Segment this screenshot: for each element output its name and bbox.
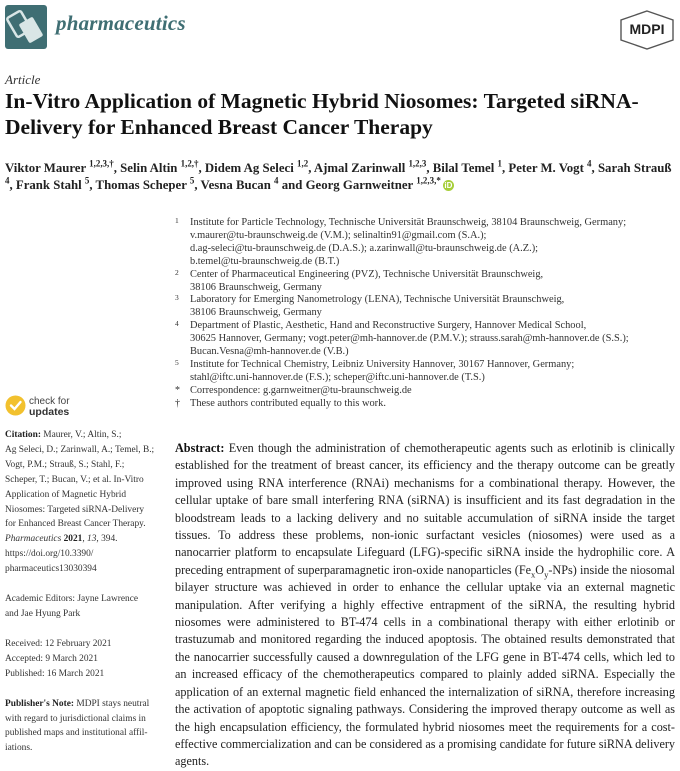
equal-contribution-note-symbol: † (175, 397, 180, 409)
affiliation-line: Center of Pharmaceutical Engineering (PVZ), Technische Universität Braunschweig, (190, 268, 544, 280)
citation-pages: 394. (101, 534, 118, 545)
author-affiliation-marker: 5 (84, 175, 90, 186)
correspondence-symbol: * (175, 384, 180, 396)
affiliation-line: v.maurer@tu-braunschweig.de (V.M.); selinaltin91@gmail.com (S.A.); (190, 229, 487, 241)
citation-doi[interactable]: pharmaceutics13030394 (5, 564, 97, 575)
author-name[interactable]: Selin Altin (120, 161, 178, 175)
affiliation-line: Department of Plastic, Aesthetic, Hand and Reconstructive Surgery, Hannover Medical School, (190, 320, 587, 332)
affiliation-item (175, 294, 675, 320)
citation-year: 2021 (63, 534, 83, 545)
citation-line: Ag Seleci, D.; Zarinwall, A.; Temel, B.; (5, 444, 155, 455)
author-name[interactable]: Bilal Temel (432, 161, 495, 175)
citation-line: Vogt, P.M.; Strauß, S.; Stahl, F.; (5, 459, 125, 470)
affiliation-line: b.temel@tu-braunschweig.de (B.T.) (190, 255, 340, 267)
citation-volume: 13 (87, 534, 97, 545)
academic-editors (5, 592, 155, 622)
publisher-note-line: with regard to jurisdictional claims in (5, 713, 146, 724)
affiliations (175, 217, 675, 411)
affiliation-line: Bucan.Vesna@mh-hannover.de (V.B.) (190, 346, 349, 358)
author-affiliation-marker: 1,2,3 (408, 158, 427, 169)
orcid-icon[interactable]: iD (444, 181, 453, 190)
mdpi-logo[interactable]: MDPI (618, 10, 676, 50)
authors-connector: and (281, 178, 303, 192)
affiliation-line: Institute for Particle Technology, Technische Universität Braunschweig, 38104 Braunschweig, Germany; (190, 217, 627, 228)
affiliation-number: 5 (175, 357, 179, 367)
author-name[interactable]: Georg Garnweitner (305, 178, 414, 192)
author-name[interactable]: Thomas Scheper (95, 178, 187, 192)
check-updates-bottom: updates (29, 406, 70, 418)
author-affiliation-marker: 4 (5, 175, 10, 186)
author-affiliation-marker: 4 (587, 158, 592, 169)
author-affiliation-marker: 5 (189, 175, 195, 186)
abstract-subscript-y: y (544, 569, 549, 580)
author-name[interactable]: Vesna Bucan (200, 178, 271, 192)
author-affiliation-marker: 1,2,† (180, 158, 199, 169)
citation: Citation: Maurer, V.; Altin, S.; Ag Seleci, D.; Zarinwall, A.; Temel, B.; Vogt, P.M.; Strauß, S.; Stahl, F.; Scheper, T.; Bucan, V.; et al. In-Vitro Application of Magnetic Hybrid Niosomes: Targeted siRNA-Delivery for Enhanced Breast Cancer Therapy. Pharmaceutics 2021, 13, 394. https://doi.org/10.3390/ pharmaceutics13030394 (5, 428, 155, 577)
affiliation-line: stahl@iftc.uni-hannover.de (F.S.); scheper@iftc.uni-hannover.de (T.S.) (190, 371, 485, 383)
affiliation-line: 38106 Braunschweig, Germany (190, 307, 322, 319)
author-affiliation-marker: 1,2,3,* (416, 175, 441, 186)
affiliation-line: 30625 Hannover, Germany; vogt.peter@mh-hannover.de (P.M.V.); strauss.sarah@mh-hannover.de (S.S.); (190, 333, 629, 345)
abstract-text-part1: Even though the administration of chemotherapeutic agents such as erlotinib is clinically established for the treatment of breast cancer, its efficiency and the therapy outcome can be greatly improved using RNA interference (RNAi) mechanisms for a combinational therapy. However, the cellular uptake of bare small interfering RNA (siRNA) is insufficient and its fast degradation in the bloodstream leads to a lacking delivery and no suitable accumulation of siRNA inside the target tissues. To address these problems, non-ionic surfactant vesicles (niosomes) were used as a nanocarrier platform to encapsulate Lifeguard (LFG)-specific siRNA inside the hydrophilic core. A preceding entrapment of superparamagnetic iron-oxide nanoparticles (Fe (175, 441, 676, 577)
abstract-text-part2: -NPs) inside the niosomal bilayer structure was achieved in order to enhance the cellular uptake via an external magnetic manipulation. After verifying a highly effective entrapment of the siRNA, the resulting hybrid niosomes were administered to BT-474 cells in a combinational therapy with either erlotinib or trastuzumab and monitored regarding the induced apoptosis. The obtained results demonstrated that the nanocarrier successfully caused a downregulation of the LFG gene in BT-474 cells, which led to an increased efficacy of the chemotherapeutics compared to plainly added siRNA. Especially the application of an external magnetic field enhanced the internalization of siRNA, therefore increasing the activation of apoptotic signaling pathways. Considering the improved therapy outcome as well as the high encapsulation efficiency, the formulated hybrid niosomes meet the requirements for a cost-effective commercialization and can be considered as a promising candidate for future siRNA delivery agents. (175, 562, 675, 769)
check-updates-icon (5, 395, 26, 416)
affiliation-line: Institute for Technical Chemistry, Leibniz University Hannover, 30167 Hannover, Germany; (190, 358, 575, 370)
citation-line: Scheper, T.; Bucan, V.; et al. In-Vitro (5, 474, 144, 485)
affiliation-line: Laboratory for Emerging Nanometrology (LENA), Technische Universität Braunschweig, (190, 294, 565, 306)
pharmaceutics-logo-icon[interactable] (5, 5, 47, 49)
received-date: Received: 12 February 2021 (5, 638, 112, 649)
correspondence (175, 385, 675, 398)
affiliation-number: 2 (175, 267, 179, 277)
abstract (175, 440, 675, 771)
affiliation-number: 4 (175, 319, 179, 329)
editors-name: Jayne Lawrence (77, 594, 139, 605)
author-affiliation-marker: 4 (274, 175, 279, 186)
citation-line: Application of Magnetic Hybrid (5, 489, 127, 500)
author-list: Viktor Maurer $^{1,2,3,\dagger}$, Selin Altin $^{1,2,\dagger}$, Didem Ag Seleci $^{1,2}$, Ajmal Zarinwall $^{1,2,3}$, Bilal Temel $^1$, Peter M. Vogt $^4$, Sarah Strauß $^4$, Frank Stahl $^5$, Thomas Scheper $^5$, Vesna Bucan $^4$ and Georg Garnweitner $^{1,2,3,*}$ iD (5, 158, 672, 192)
abstract-oxygen: O (535, 562, 545, 577)
author-name[interactable]: Frank Stahl (15, 178, 82, 192)
article-title: In-Vitro Application of Magnetic Hybrid Niosomes: Targeted siRNA-Delivery for Enhanced Breast Cancer Therapy (5, 89, 639, 139)
author-name[interactable]: Didem Ag Seleci (204, 161, 294, 175)
page-header (0, 0, 680, 60)
equal-contribution-note-text: These authors contributed equally to this work. (190, 397, 386, 409)
publication-dates (5, 637, 155, 682)
affiliation-item (175, 269, 675, 295)
abstract-subscript-x: x (531, 569, 536, 580)
publisher-note-line: published maps and institutional affil- (5, 728, 148, 739)
citation-label: Citation: (5, 430, 41, 440)
correspondence-text: Correspondence: g.garnweitner@tu-braunschweig.de (190, 384, 412, 396)
citation-journal: Pharmaceutics (5, 534, 62, 545)
author-name[interactable]: Ajmal Zarinwall (313, 161, 406, 175)
author-affiliation-marker: 1 (497, 158, 502, 169)
published-date: Published: 16 March 2021 (5, 668, 105, 679)
sidebar (5, 428, 155, 756)
author-name[interactable]: Sarah Strauß (597, 161, 672, 175)
check-updates-top: check for (29, 396, 70, 407)
article-type: Article (5, 72, 41, 87)
equal-contribution-note (175, 398, 675, 411)
affiliation-number: 1 (175, 216, 179, 225)
editors-name: and Jae Hyung Park (5, 608, 81, 619)
affiliation-number: 3 (175, 293, 179, 303)
editors-label: Academic Editors: (5, 594, 76, 605)
citation-line: for Enhanced Breast Cancer Therapy. (5, 519, 146, 530)
abstract-label: Abstract: (175, 441, 225, 455)
check-for-updates-badge[interactable] (5, 395, 115, 421)
affiliation-item (175, 320, 675, 359)
accepted-date: Accepted: 9 March 2021 (5, 653, 98, 664)
citation-doi[interactable]: https://doi.org/10.3390/ (5, 549, 94, 560)
author-name[interactable]: Viktor Maurer (5, 161, 86, 175)
citation-line: Niosomes: Targeted siRNA-Delivery (5, 504, 145, 515)
affiliation-line: d.ag-seleci@tu-braunschweig.de (D.A.S.); a.zarinwall@tu-braunschweig.de (A.Z.); (190, 242, 539, 254)
publisher-note-line: iations. (5, 743, 33, 754)
journal-name[interactable]: pharmaceutics (56, 11, 186, 35)
author-affiliation-marker: 1,2 (296, 158, 309, 169)
publisher-note (5, 697, 155, 757)
publisher-note-label: Publisher's Note: (5, 698, 75, 709)
publisher-note-line: MDPI stays neutral (76, 698, 150, 709)
affiliation-line: 38106 Braunschweig, Germany (190, 281, 322, 293)
citation-line: Maurer, V.; Altin, S.; (43, 430, 122, 440)
affiliation-item (175, 359, 675, 385)
author-name[interactable]: Peter M. Vogt (508, 161, 584, 175)
affiliation-item (175, 217, 675, 269)
author-affiliation-marker: 1,2,3,† (89, 158, 114, 169)
